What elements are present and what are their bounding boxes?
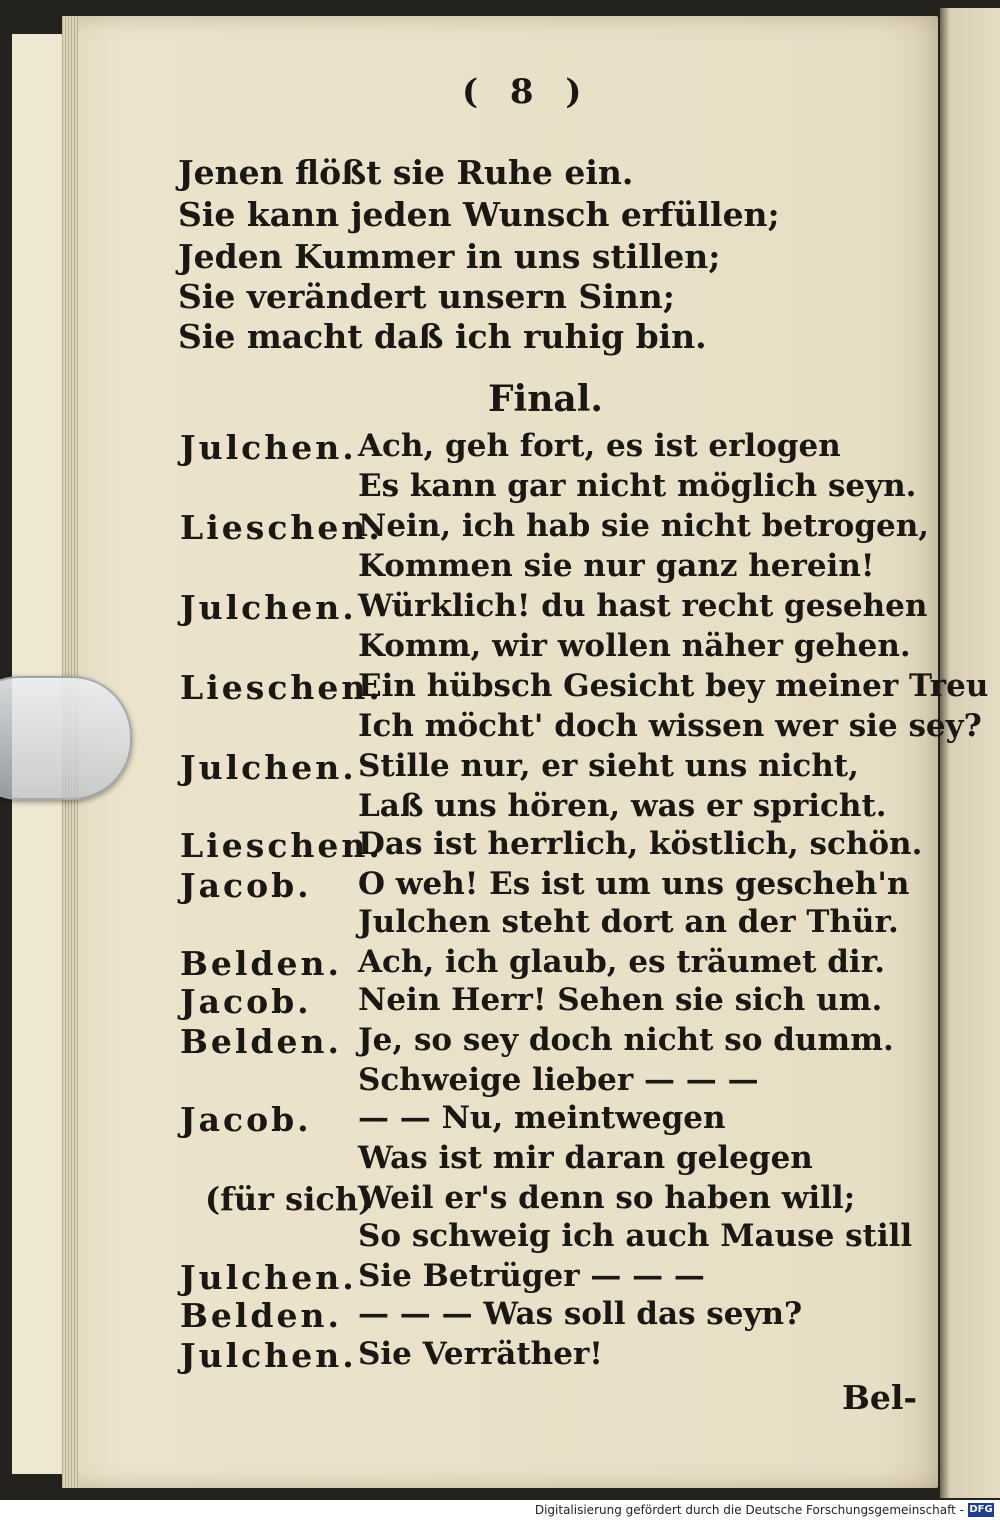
speaker-label: Julchen. [180,1336,357,1375]
speaker-label: Lieschen. [180,668,383,707]
speaker-label: Julchen. [180,748,357,787]
dialogue-line: Schweige lieber — — — [358,1062,759,1098]
speaker-label: Belden. [180,944,342,983]
dialogue-line: Stille nur, er sieht uns nicht, [358,748,859,784]
dialogue-line: Komm, wir wollen näher gehen. [358,628,911,664]
speaker-label: Jacob. [180,1100,312,1139]
speaker-label: Julchen. [180,588,357,627]
dialogue-line: Ach, geh fort, es ist erlogen [358,428,841,464]
funding-credit: Digitalisierung gefördert durch die Deutsche Forschungsgemeinschaft - [534,1503,964,1517]
dialogue-line: Nein, ich hab sie nicht betrogen, [358,508,930,544]
dialogue-line: Es kann gar nicht möglich seyn. [358,468,917,504]
speaker-label: Julchen. [180,428,357,467]
speaker-label: Belden. [180,1296,342,1335]
section-title: Final. [488,378,603,420]
catchword: Bel- [842,1378,918,1417]
dialogue-line: So schweig ich auch Mause still [358,1218,913,1254]
dialogue-line: Kommen sie nur ganz herein! [358,548,875,584]
speaker-label: Lieschen. [180,826,383,865]
dialogue-line: Sie Betrüger — — — [358,1258,705,1294]
dialogue-line: Je, so sey doch nicht so dumm. [358,1022,894,1058]
stage-direction: (für sich) [205,1180,374,1218]
speaker-label: Julchen. [180,1258,357,1297]
song-line: Sie kann jeden Wunsch erfüllen; [178,195,780,234]
speaker-label: Jacob. [180,866,312,905]
dialogue-line: Weil er's denn so haben will; [358,1180,856,1216]
dialogue-line: — — Nu, meintwegen [358,1100,726,1136]
song-line: Jeden Kummer in uns stillen; [178,237,721,276]
dialogue-line: Ein hübsch Gesicht bey meiner Treu [358,668,989,704]
footer-bar [0,1500,1000,1520]
song-line: Jenen flößt sie Ruhe ein. [178,153,634,192]
page-number: ( 8 ) [462,72,592,112]
song-line: Sie macht daß ich ruhig bin. [178,317,707,356]
dialogue-line: Was ist mir daran gelegen [358,1140,813,1176]
dialogue-line: Würklich! du hast recht gesehen [358,588,928,624]
page-clip [0,676,132,800]
dialogue-line: Laß uns hören, was er spricht. [358,788,887,824]
speaker-label: Belden. [180,1022,342,1061]
dialogue-line: Sie Verräther! [358,1336,603,1372]
dialogue-line: Das ist herrlich, köstlich, schön. [358,826,923,862]
dialogue-line: O weh! Es ist um uns gescheh'n [358,866,910,902]
song-line: Sie verändert unsern Sinn; [178,277,675,316]
dialogue-line: Ach, ich glaub, es träumet dir. [358,944,885,980]
speaker-label: Lieschen. [180,508,383,547]
facing-page-edge [940,8,1000,1498]
dialogue-line: Julchen steht dort an der Thür. [358,904,899,940]
dfg-logo: DFG [969,1504,993,1515]
dialogue-line: Ich möcht' doch wissen wer sie sey? [358,708,982,744]
speaker-label: Jacob. [180,982,312,1021]
dialogue-line: Nein Herr! Sehen sie sich um. [358,982,883,1018]
dialogue-line: — — — Was soll das seyn? [358,1296,803,1332]
